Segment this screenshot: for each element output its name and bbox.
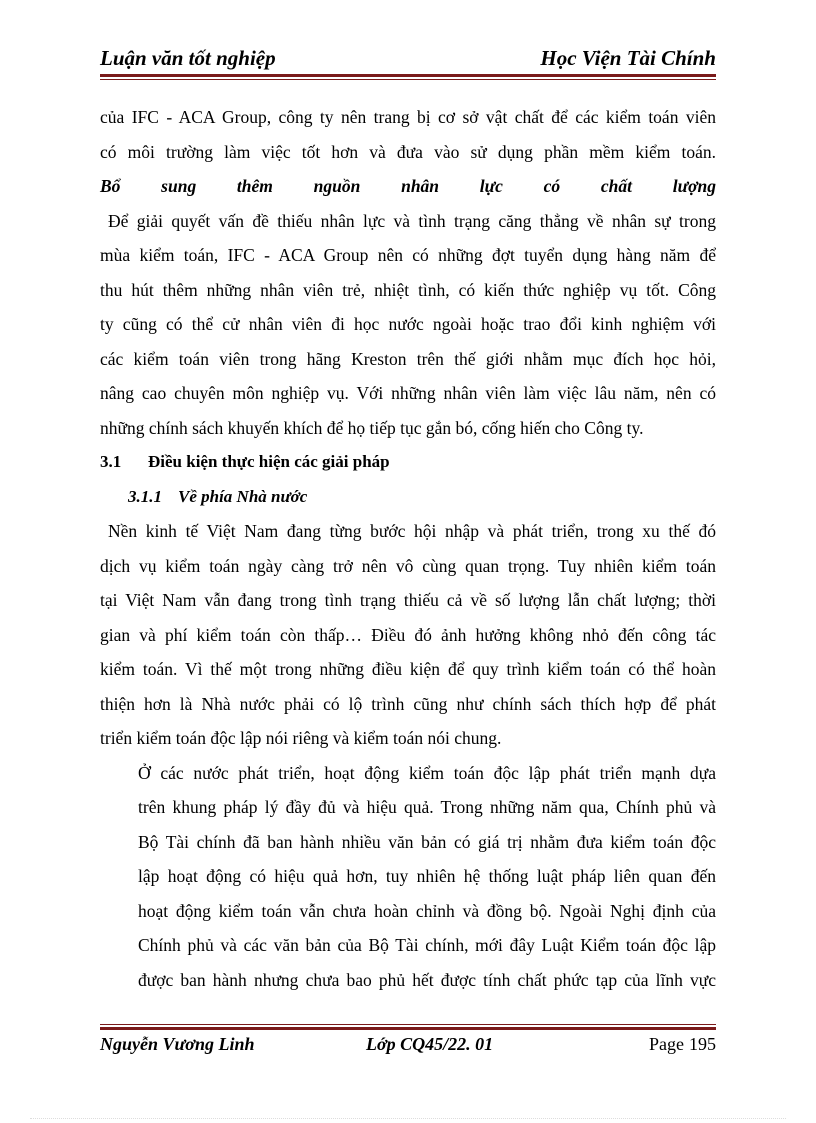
text-line: Bộ Tài chính đã ban hành nhiều văn bản có giá trị nhằm đưa kiểm toán độc: [138, 831, 716, 852]
text-line: những chính sách khuyến khích để họ tiếp tục gắn bó, cống hiến cho Công ty.: [100, 417, 644, 438]
paragraph-facilities: [100, 100, 716, 169]
text-line: thiện hơn là Nhà nước phải có lộ trình cũng như chính sách thích hợp để phát: [100, 693, 716, 714]
text-line: trên khung pháp lý đầy đủ và hiệu quả. Trong những năm qua, Chính phủ và: [138, 797, 716, 817]
text-line: tại Việt Nam vẫn đang trong tình trạng thiếu cả về số lượng lẫn chất lượng; thời: [100, 590, 716, 610]
paragraph-heading-hr: Bổ sung thêm nguồn nhân lực có chất lượng: [100, 176, 716, 196]
footer-page-number: [649, 1034, 716, 1055]
footer-class: Lớp CQ45/22. 01: [366, 1034, 494, 1054]
text-line: nâng cao chuyên môn nghiệp vụ. Với những nhân viên làm việc lâu năm, nên có: [100, 383, 716, 403]
page-label: Page: [649, 1034, 684, 1054]
paragraph-human-resources: [100, 204, 716, 446]
text-line: ty cũng có thể cử nhân viên đi học nước ngoài hoặc trao đổi kinh nghiệm với: [100, 314, 716, 334]
subsection-title: Về phía Nhà nước: [178, 486, 308, 506]
text-line: của IFC - ACA Group, công ty nên trang bị cơ sở vật chất để các kiểm toán viên: [100, 107, 716, 127]
header-thesis-title: Luận văn tốt nghiệp: [100, 46, 276, 70]
subsection-heading: [100, 480, 716, 515]
text-line: mùa kiểm toán, IFC - ACA Group nên có những đợt tuyển dụng hàng năm để: [100, 245, 716, 265]
section-title: Điều kiện thực hiện các giải pháp: [148, 452, 390, 471]
paragraph-state-context: [100, 514, 716, 756]
text-line: các kiểm toán viên trong hãng Kreston trên thế giới nhằm mục đích học hỏi,: [100, 348, 716, 369]
text-line: triển kiểm toán độc lập nói riêng và kiểm toán nói chung.: [100, 728, 502, 748]
page-header: [100, 46, 716, 74]
text-line: hoạt động kiểm toán vẫn chưa hoàn chỉnh và đồng bộ. Ngoài Nghị định của: [138, 900, 716, 921]
text-line: thu hút thêm những nhân viên trẻ, nhiệt tình, có kiến thức nghiệp vụ tốt. Công: [100, 279, 716, 300]
page-footer: [100, 1034, 716, 1060]
footer-author: Nguyễn Vương Linh: [100, 1034, 255, 1054]
text-line: dịch vụ kiểm toán ngày càng trở nên vô cùng quan trọng. Tuy nhiên kiểm toán: [100, 555, 716, 576]
text-line: có môi trường làm việc tốt hơn và đưa vào sử dụng phần mềm kiểm toán.: [100, 141, 716, 162]
text-line: Ở các nước phát triển, hoạt động kiểm toán độc lập phát triển mạnh dựa: [138, 762, 716, 783]
paragraph-legal-framework: [100, 756, 716, 998]
text-line: kiểm toán. Vì thế một trong những điều kiện để quy trình kiểm toán có thể hoàn: [100, 659, 716, 679]
header-institution: Học Viện Tài Chính: [540, 46, 716, 70]
text-line: lập hoạt động có hiệu quả hơn, tuy nhiên hệ thống luật pháp liên quan đến: [138, 866, 716, 886]
text-line: Để giải quyết vấn đề thiếu nhân lực và tình trạng căng thẳng về nhân sự trong: [108, 210, 716, 231]
page-number-value: 195: [689, 1034, 716, 1054]
page-bottom-edge: [30, 1118, 786, 1119]
header-rule-thick: [100, 74, 716, 77]
section-number: 3.1: [100, 452, 122, 471]
text-line: Nền kinh tế Việt Nam đang từng bước hội nhập và phát triển, trong xu thế đó: [108, 521, 716, 541]
subsection-number: 3.1.1: [128, 486, 162, 506]
text-line: gian và phí kiểm toán còn thấp… Điều đó ảnh hưởng không nhỏ đến công tác: [100, 624, 716, 645]
header-rule-thin: [100, 79, 716, 80]
page-body: [100, 100, 716, 997]
footer-rule-thin: [100, 1024, 716, 1025]
text-line: được ban hành nhưng chưa bao phủ hết được tính chất phức tạp của lĩnh vực: [138, 969, 716, 990]
section-heading: [100, 445, 716, 480]
text-line: Chính phủ và các văn bản của Bộ Tài chính, mới đây Luật Kiểm toán độc lập: [138, 935, 716, 955]
footer-rule-thick: [100, 1027, 716, 1030]
